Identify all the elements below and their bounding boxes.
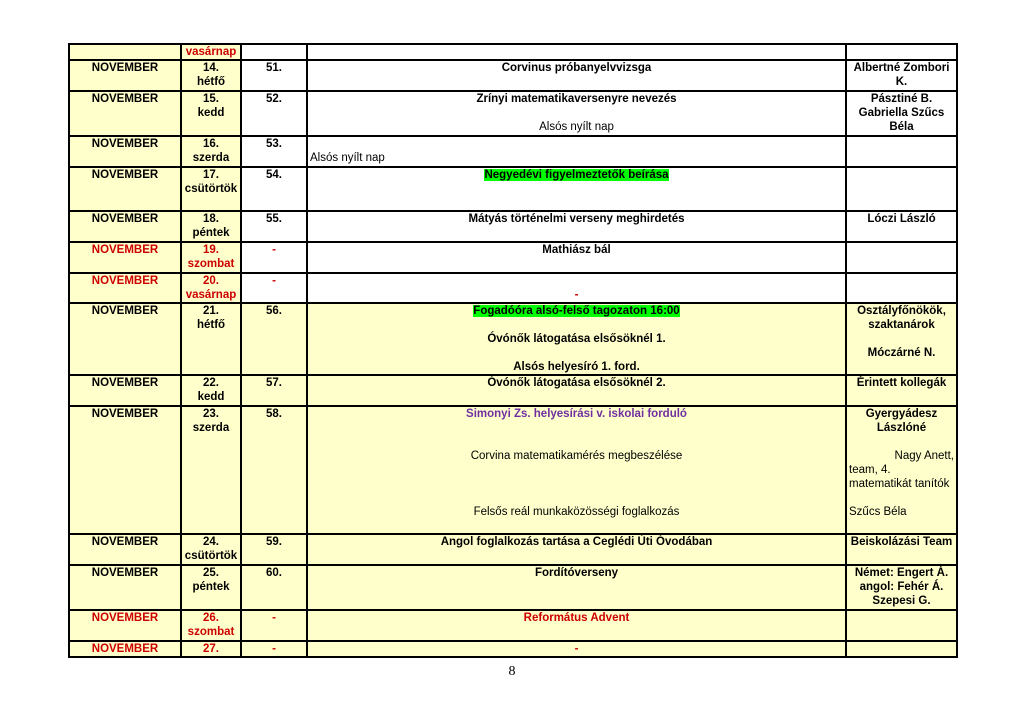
responsible-cell	[846, 211, 957, 242]
month-cell	[69, 136, 181, 167]
event-label: Negyedévi figyelmeztetők beírása	[484, 169, 669, 181]
table-row	[69, 303, 957, 375]
weekday-label: kedd	[197, 107, 225, 119]
table-row	[69, 242, 957, 273]
number-cell	[241, 242, 307, 273]
day-label: 18.	[203, 213, 219, 225]
month-label: NOVEMBER	[91, 377, 159, 389]
week-number: 56.	[266, 305, 282, 317]
responsible-label: Nagy Anett,	[894, 450, 954, 462]
day-label: 14.	[203, 62, 219, 74]
event-cell	[307, 534, 846, 565]
responsible-cell	[846, 91, 957, 136]
table-row	[69, 44, 957, 60]
date-cell	[181, 641, 241, 657]
month-label: NOVEMBER	[91, 536, 159, 548]
day-label: 20.	[203, 275, 219, 287]
number-cell	[241, 303, 307, 375]
event-label: Alsós nyílt nap	[310, 152, 385, 164]
event-label: Óvónők látogatása elsősöknél 2.	[487, 377, 666, 389]
weekday-label: hétfő	[196, 76, 226, 88]
event-cell	[307, 136, 846, 167]
responsible-cell	[846, 44, 957, 60]
responsible-cell	[846, 534, 957, 565]
number-cell	[241, 136, 307, 167]
month-label: NOVEMBER	[91, 213, 159, 225]
responsible-cell	[846, 136, 957, 167]
event-cell	[307, 60, 846, 91]
weekday-label: csütörtök	[184, 183, 238, 195]
event-label: -	[574, 643, 579, 655]
weekday-label: szerda	[192, 422, 230, 434]
month-cell	[69, 406, 181, 534]
number-cell	[241, 211, 307, 242]
month-cell	[69, 303, 181, 375]
responsible-cell	[846, 565, 957, 610]
responsible-cell	[846, 273, 957, 303]
day-label: 19.	[203, 244, 219, 256]
day-label: 17.	[203, 169, 219, 181]
event-label: Fordítóverseny	[534, 567, 619, 579]
date-cell	[181, 273, 241, 303]
number-cell	[241, 534, 307, 565]
weekday-label: hétfő	[196, 319, 226, 331]
responsible-cell	[846, 641, 957, 657]
table-row	[69, 167, 957, 211]
week-number: 60.	[266, 567, 282, 579]
week-number: -	[272, 612, 276, 624]
month-cell	[69, 44, 181, 60]
event-label: Mátyás történelmi verseny meghirdetés	[468, 213, 685, 225]
week-number: 59.	[266, 536, 282, 548]
day-label: 23.	[203, 408, 219, 420]
responsible-cell	[846, 60, 957, 91]
responsible-cell	[846, 406, 957, 534]
date-cell	[181, 136, 241, 167]
event-label: Angol foglalkozás tartása a Ceglédi Úti Óvodában	[440, 536, 713, 548]
date-cell	[181, 167, 241, 211]
number-cell	[241, 273, 307, 303]
weekday-label: péntek	[192, 227, 230, 239]
responsible-label: Móczárné N.	[867, 347, 936, 359]
event-label: -	[574, 289, 579, 301]
responsible-cell	[846, 167, 957, 211]
event-label: Óvónők látogatása elsősöknél 1.	[487, 333, 666, 345]
month-cell	[69, 565, 181, 610]
number-cell	[241, 60, 307, 91]
event-cell	[307, 565, 846, 610]
date-cell	[181, 375, 241, 406]
table-row	[69, 406, 957, 534]
month-cell	[69, 375, 181, 406]
event-label: Corvinus próbanyelvvizsga	[501, 62, 652, 74]
responsible-label: Lóczi László	[867, 213, 936, 225]
day-label: 27.	[203, 643, 219, 655]
date-cell	[181, 303, 241, 375]
month-cell	[69, 60, 181, 91]
event-cell	[307, 211, 846, 242]
number-cell	[241, 610, 307, 641]
month-label: NOVEMBER	[91, 169, 159, 181]
day-label: 15.	[203, 93, 219, 105]
responsible-cell	[846, 303, 957, 375]
responsible-label: Gyergyádesz Lászlóné	[865, 408, 938, 434]
date-cell	[181, 406, 241, 534]
responsible-label: Szűcs Béla	[849, 506, 907, 518]
date-cell	[181, 242, 241, 273]
week-number: 57.	[266, 377, 282, 389]
table-row	[69, 60, 957, 91]
event-label: Alsós nyílt nap	[539, 121, 614, 133]
week-number: 52.	[266, 93, 282, 105]
event-label: Alsós helyesíró 1. ford.	[513, 361, 640, 373]
month-label: NOVEMBER	[91, 305, 159, 317]
event-cell	[307, 242, 846, 273]
event-label: Református Advent	[523, 612, 630, 624]
table-row	[69, 641, 957, 657]
table-row	[69, 136, 957, 167]
event-cell	[307, 375, 846, 406]
responsible-label: Osztályfőnökök, szaktanárok	[857, 305, 946, 331]
event-cell	[307, 167, 846, 211]
day-label: 16.	[203, 138, 219, 150]
weekday-label: péntek	[192, 581, 230, 593]
number-cell	[241, 375, 307, 406]
number-cell	[241, 91, 307, 136]
week-number: 51.	[266, 62, 282, 74]
weekday-label: csütörtök	[184, 550, 238, 562]
month-label: NOVEMBER	[91, 612, 159, 624]
date-cell	[181, 60, 241, 91]
event-label: Felsős reál munkaközösségi foglalkozás	[473, 506, 680, 518]
day-label: 25.	[203, 567, 219, 579]
month-cell	[69, 534, 181, 565]
week-number: 53.	[266, 138, 282, 150]
table-row	[69, 565, 957, 610]
day-label: 22.	[203, 377, 219, 389]
event-label: Mathiász bál	[542, 244, 611, 256]
month-cell	[69, 91, 181, 136]
weekday-label: vasárnap	[185, 46, 237, 58]
event-cell	[307, 610, 846, 641]
week-number: 58.	[266, 408, 282, 420]
week-number: 54.	[266, 169, 282, 181]
event-cell	[307, 273, 846, 303]
table-row	[69, 273, 957, 303]
table-row	[69, 610, 957, 641]
responsible-cell	[846, 375, 957, 406]
day-label: 21.	[203, 305, 219, 317]
number-cell	[241, 641, 307, 657]
weekday-label: kedd	[197, 391, 225, 403]
table-row	[69, 375, 957, 406]
month-label: NOVEMBER	[91, 567, 159, 579]
date-cell	[181, 534, 241, 565]
date-cell	[181, 91, 241, 136]
month-label: NOVEMBER	[91, 275, 159, 287]
event-label: Corvina matematikamérés megbeszélése	[470, 450, 683, 462]
number-cell	[241, 406, 307, 534]
month-cell	[69, 167, 181, 211]
week-number: 55.	[266, 213, 282, 225]
event-label: Zrínyi matematikaversenyre nevezés	[476, 93, 677, 105]
weekday-label: vasárnap	[185, 289, 237, 301]
page-number: 8	[508, 664, 516, 679]
date-cell	[181, 610, 241, 641]
event-cell	[307, 406, 846, 534]
weekday-label: szombat	[187, 626, 235, 638]
day-label: 26.	[203, 612, 219, 624]
month-cell	[69, 610, 181, 641]
weekday-label: szerda	[192, 152, 230, 164]
responsible-label: Pásztiné B. Gabriella Szűcs Béla	[858, 93, 945, 133]
week-number: -	[272, 244, 276, 256]
month-label: NOVEMBER	[91, 244, 159, 256]
table-row	[69, 91, 957, 136]
responsible-label: Érintett kollegák	[856, 377, 947, 389]
date-cell	[181, 565, 241, 610]
weekday-label: szombat	[187, 258, 235, 270]
responsible-cell	[846, 242, 957, 273]
date-cell	[181, 44, 241, 60]
event-cell	[307, 91, 846, 136]
responsible-label: Német: Engert Á. angol: Fehér Á. Szepesi G.	[854, 567, 949, 607]
responsible-label: team, 4. matematikát tanítók	[849, 464, 950, 490]
event-label: Fogadóóra alsó-felső tagozaton 16:00	[473, 305, 680, 317]
responsible-cell	[846, 610, 957, 641]
month-cell	[69, 211, 181, 242]
week-number: -	[272, 275, 276, 287]
event-cell	[307, 44, 846, 60]
number-cell	[241, 167, 307, 211]
event-cell	[307, 303, 846, 375]
table-row	[69, 534, 957, 565]
number-cell	[241, 44, 307, 60]
day-label: 24.	[203, 536, 219, 548]
month-label: NOVEMBER	[91, 138, 159, 150]
month-cell	[69, 641, 181, 657]
event-cell	[307, 641, 846, 657]
month-label: NOVEMBER	[91, 62, 159, 74]
week-number: -	[272, 643, 276, 655]
event-label: Simonyi Zs. helyesírási v. iskolai forduló	[466, 408, 687, 420]
date-cell	[181, 211, 241, 242]
month-cell	[69, 273, 181, 303]
schedule-table	[68, 43, 958, 658]
table-row	[69, 211, 957, 242]
responsible-label: Beiskolázási Team	[850, 536, 953, 548]
month-cell	[69, 242, 181, 273]
month-label: NOVEMBER	[91, 408, 159, 420]
month-label: NOVEMBER	[91, 643, 159, 655]
month-label: NOVEMBER	[91, 93, 159, 105]
number-cell	[241, 565, 307, 610]
responsible-label: Albertné Zombori K.	[853, 62, 950, 88]
